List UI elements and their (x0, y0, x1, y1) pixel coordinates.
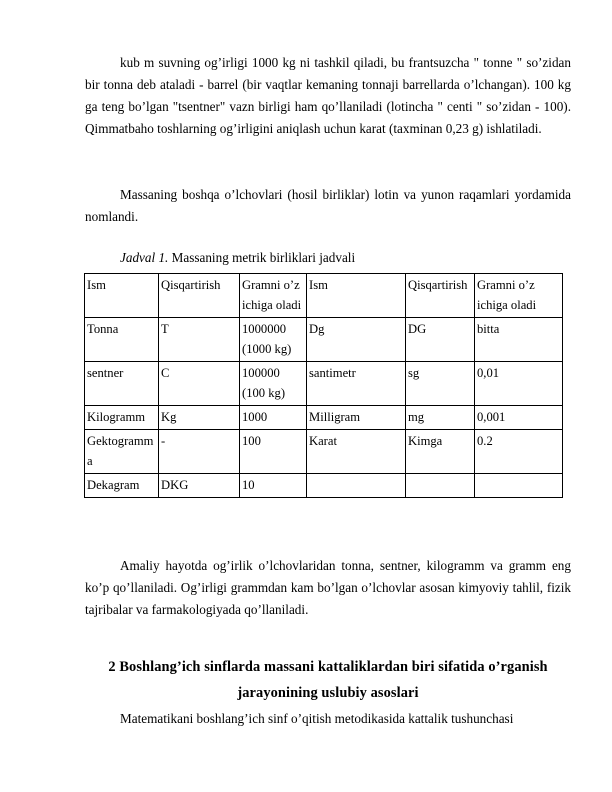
table-cell: C (159, 362, 240, 406)
header-cell: Ism (85, 274, 159, 318)
table-cell: DG (406, 318, 475, 362)
paragraph-methodology: Matematikani boshlang’ich sinf o’qitish metodikasida kattalik tushunchasi (120, 711, 514, 726)
table-header-row (85, 274, 563, 318)
table-cell: - (159, 430, 240, 474)
table-caption-label: Jadval 1. (120, 250, 169, 265)
table-cell: Gektogramma (85, 430, 159, 474)
table-cell: Milligram (307, 406, 406, 430)
table-cell: Kilogramm (85, 406, 159, 430)
table-cell: 0,001 (475, 406, 563, 430)
header-cell: Qisqartirish (159, 274, 240, 318)
table-cell: 0.2 (475, 430, 563, 474)
paragraph-mass-units-intro: kub m suvning og’irligi 1000 kg ni tashkil qiladi, bu frantsuzcha " tonne " so’zidan bir tonna deb ataladi - barrel (bir vaqtlar kemaning tonnaji barrellarda o’lchangan). 100 kg ga teng bo’lgan "tsentner" vazn birligi ham qo’llaniladi (lotincha " centi " so’zidan - 100). Qimmatbaho toshlarning og’irligini aniqlash uchun karat (taxminan 0,23 g) ishlatiladi. (85, 55, 571, 136)
table-cell: 100 (240, 430, 307, 474)
table-row (85, 362, 563, 406)
table-cell: bitta (475, 318, 563, 362)
header-cell: Gramni o’z ichiga oladi (240, 274, 307, 318)
table-cell: Dekagram (85, 474, 159, 498)
table-cell (406, 474, 475, 498)
table-caption-text: Massaning metrik birliklari jadvali (168, 250, 356, 265)
table-cell: 10 (240, 474, 307, 498)
table-cell: Kg (159, 406, 240, 430)
table-cell (307, 474, 406, 498)
table-cell: mg (406, 406, 475, 430)
header-cell: Ism (307, 274, 406, 318)
table-cell: DKG (159, 474, 240, 498)
table-cell: Tonna (85, 318, 159, 362)
table-row (85, 406, 563, 430)
section-heading: 2 Boshlang’ich sinflarda massani kattaliklardan biri sifatida o’rganish jarayonining uslubiy asoslari (108, 659, 548, 701)
table-cell: 1000 (240, 406, 307, 430)
table-cell: sg (406, 362, 475, 406)
table-cell: Dg (307, 318, 406, 362)
header-cell: Gramni o’z ichiga oladi (475, 274, 563, 318)
table-cell: 100000 (100 kg) (240, 362, 307, 406)
table-cell: sentner (85, 362, 159, 406)
paragraph-derived-units: Massaning boshqa o’lchovlari (hosil birliklar) lotin va yunon raqamlari yordamida nomlandi. (85, 187, 571, 224)
table-cell: 0,01 (475, 362, 563, 406)
table-row (85, 430, 563, 474)
table-caption (120, 248, 355, 268)
table-row (85, 318, 563, 362)
metric-mass-units-table (84, 273, 563, 498)
table-row (85, 474, 563, 498)
table-cell (475, 474, 563, 498)
table-cell: Karat (307, 430, 406, 474)
table-cell: Kimga (406, 430, 475, 474)
header-cell: Qisqartirish (406, 274, 475, 318)
paragraph-common-units: Amaliy hayotda og’irlik o’lchovlaridan tonna, sentner, kilogramm va gramm eng ko’p qo’llaniladi. Og’irligi grammdan kam bo’lgan o’lchovlar asosan kimyoviy tahlil, fizik tajribalar va farmakologiyada qo’llaniladi. (85, 558, 571, 617)
table-cell: 1000000 (1000 kg) (240, 318, 307, 362)
table-cell: santimetr (307, 362, 406, 406)
table-cell: T (159, 318, 240, 362)
